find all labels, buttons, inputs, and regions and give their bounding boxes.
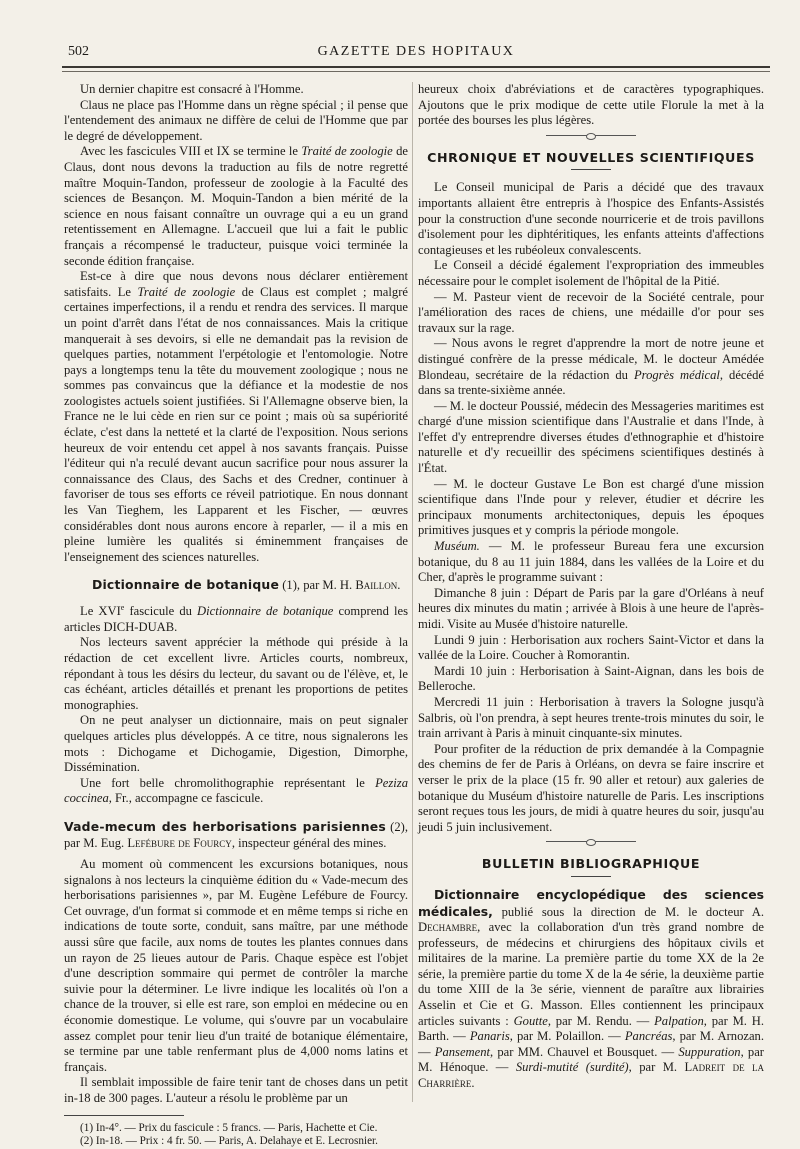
paragraph: Nos lecteurs savent apprécier la méthode qui préside à la rédaction de cet excellent livre. Articles courts, nombreux, répondant à tous les désirs du lecteur, du savant ou de l'élève, et, le cas échéant, articles détaillés et prenant les proportions de petites monographies. [64,635,408,712]
paragraph: — M. Pasteur vient de recevoir de la Société centrale, pour l'amélioration des races de chiens, une médaille d'or pour ses travaux sur la rage. [418,289,764,335]
section-rule [571,876,611,877]
paragraph: Une fort belle chromolithographie représentant le Peziza coccinea, Fr., accompagne ce fascicule. [64,775,408,806]
paragraph: Au moment où commencent les excursions botaniques, nous signalons à nos lecteurs la cinquième édition du « Vade-mecum des herborisations parisiennes », par M. Eugène Lefébure de Fourcy. Cet ouvrage, d'un format si commode et en même temps si riche en indications de toute sorte, conduit, sans maître, par une méthode aussi sûre que facile, aux noms de toutes les plantes connues dans un rayon de 25 lieues autour de Paris. Chaque espèce est l'objet d'une description sommaire qui permet de contrôler la marche suivie pour la déterminer. Le livre indique les localités où l'on a chance de la trouver, si elle est rare, son emploi en médecine ou en économie domestique. Le volume, qui s'ouvre par un vocabulaire assez complet pour tenir lieu d'un traité de botanique élémentaire, se termine par une table renfermant plus de 4,000 noms latins et français. [64,857,408,1074]
page-number: 502 [68,44,89,59]
paragraph: heureux choix d'abréviations et de caractères typographiques. Ajoutons que le prix modique de cette utile Florule la met à la portée des bourses les plus légères. [418,82,764,128]
paragraph: Le Conseil municipal de Paris a décidé que des travaux importants allaient être entrepris à l'hospice des Enfants-Assistés pour la construction d'une seconde nourricerie et de trois pavillons d'isolement pour les diphtéritiques, les enfants atteints d'affections contagieuses et les rubéoleux convalescents. [418,180,764,257]
footnote: (1) In-4°. — Prix du fascicule : 5 francs. — Paris, Hachette et Cie. [80,1121,378,1134]
paragraph: Claus ne place pas l'Homme dans un règne spécial ; il pense que l'entendement des animaux ne diffère de celui de l'Homme que par le degré de développement. [64,97,408,143]
paragraph: Avec les fascicules VIII et IX se termine le Traité de zoologie de Claus, dont nous devons la traduction au fils de notre regretté maître Moquin-Tandon, professeur de zoologie à la Faculté des sciences de Besançon. M. Moquin-Tandon a bien mérité de la science en nous faisant connaître un ouvrage qui a eu un grand retentissement en Allemagne. L'accueil que lui a fait le public français a récompensé le traducteur, puisque voici terminée la seconde édition française. [64,144,408,268]
book-review-heading: Dictionnaire de botanique (1), par M. H. Baillon. [92,577,401,593]
book-review-heading: Vade-mecum des herborisations parisiennes (2), par M. Eug. Lefébure de Fourcy, inspecteur général des mines. [64,818,408,850]
paragraph: Dimanche 8 juin : Départ de Paris par la gare d'Orléans à neuf heures dix minutes du matin ; arrivée à Blois à une heure de l'après-midi. Visite au Musée d'histoire naturelle. [418,585,764,631]
paragraph: Un dernier chapitre est consacré à l'Homme. [80,82,304,96]
paragraph: Mercredi 11 juin : Herborisation à travers la Sologne jusqu'à Salbris, où l'on prendra, à sept heures trente-trois minutes du soir, le train arrivant à Paris à minuit cinquante-six minutes. [418,694,764,741]
section-rule [571,169,611,170]
paragraph: Mardi 10 juin : Herborisation à Saint-Aignan, dans les bois de Belleroche. [418,663,764,694]
paragraph: Il semblait impossible de faire tenir tant de choses dans un petit in-18 de 300 pages. L'auteur a résolu le problème par un [64,1075,408,1105]
column-divider [412,82,413,1102]
paragraph: Est-ce à dire que nous devons nous déclarer entièrement satisfaits. Le Traité de zoologie de Claus est complet ; malgré certaines imperfections, il a rendu et rendra des services. Il marque un point d'arrêt dans l'état de nos connaissances. Mais la critique manquerait à ses devoirs, si elle ne demandait pas la revision de quelques parties, notamment l'erpétologie et l'entomologie. Notre pays a longtemps tenu la tête du mouvement zoologique ; nous ne sommes pas convaincus que la défiance et la modestie de nos zoologistes actuels soient justifiées. Si l'Allemagne observe bien, la France ne le lui cède en rien sur ce point ; mais où sa supériorité éclate, c'est dans la netteté et la clarté de l'exposition. Nous serions heureux de voir entendu cet appel à nos savants français. Puisse l'éditeur qui n'a reculé devant aucun sacrifice pour nous assurer la connaissance des Claus, des Sachs et des Credner, continuer à favoriser de tous ses efforts ce réveil patriotique. En nous donnant les Van Tieghem, les Lapparent et les Fischer, — œuvres considérables dont nous aurons encore à reparler, — il a mis en pleine lumière les qualités si éminemment françaises de l'enseignement des sciences naturelles. [64,269,408,564]
paragraph: Muséum. — M. le professeur Bureau fera une excursion botanique, du 8 au 11 juin 1884, dans les vallées de la Loire et du Cher, d'après le programme suivant : [418,539,764,585]
footnote: (2) In-18. — Prix : 4 fr. 50. — Paris, A. Delahaye et E. Lecrosnier. [80,1135,378,1148]
ornament-rule [546,135,636,136]
paragraph: On ne peut analyser un dictionnaire, mais on peut signaler quelques articles plus développés. A ce titre, nous signalerons les mots : Dichogame et Dichogamie, Digestion, Dimorphe, Dissémination. [64,713,408,775]
header-rule [62,66,770,68]
section-heading-bulletin: BULLETIN BIBLIOGRAPHIQUE [481,856,701,872]
bibliography-entry: Dictionnaire encyclopédique des sciences médicales, publié sous la direction de M. le docteur A. Dechambre, avec la collaboration d'un très grand nombre de professeurs, de médecins et chirurgiens des hôpitaux civils et militaires de la marine. La première partie du tome XX de la 2e série, la première partie du tome X de la 4e série, la deuxième partie du tome XIII de la 3e série, viennent de paraître aux librairies Asselin et Cie et G. Masson. Elles contiennent les principaux articles suivants : Goutte, par M. Rendu. — Palpation, par M. H. Barth. — Panaris, par M. Polaillon. — Pancréas, par M. Arnozan. — Pansement, par MM. Chauvel et Bousquet. — Suppuration, par M. Hénoque. — Surdi-mutité (surdité), par M. Ladreit de la Charrière. [418,886,765,1091]
header-rule-thin [62,71,770,72]
paragraph: Le Conseil a décidé également l'expropriation des immeubles nécessaire pour le complet isolement de l'hôpital de la Pitié. [418,258,764,288]
right-column [418,82,764,1092]
paragraph: Pour profiter de la réduction de prix demandée à la Compagnie des chemins de fer de Paris à Orléans, on devra se faire inscrire et verser le prix de la place (15 fr. 90 aller et retour) aux galeries de botanique du Muséum d'histoire naturelle de Paris. Les inscriptions seront reçues tous les jours, de midi à quatre heures du soir, jusqu'au jeudi 5 juin inclusivement. [418,741,764,834]
ornament-rule [546,841,636,842]
paragraph: — M. le docteur Gustave Le Bon est chargé d'une mission scientifique dans l'Inde pour y relever, étudier et décrire les principaux monuments architectoniques, depuis les époques primitives jusques et y compris la période mongole. [418,476,764,538]
footnote-rule [64,1115,184,1116]
paragraph: Lundi 9 juin : Herborisation aux rochers Saint-Victor et dans la vallée de la Loire. Coucher à Romorantin. [418,632,764,663]
journal-title: GAZETTE DES HOPITAUX [317,44,515,59]
paragraph: — Nous avons le regret d'apprendre la mort de notre jeune et distingué confrère de la presse médicale, M. le docteur Amédée Blondeau, secrétaire de la rédaction du Progrès médical, décédé dans sa trente-sixième année. [418,336,765,398]
paragraph: — M. le docteur Poussié, médecin des Messageries maritimes est chargé d'une mission scientifique dans l'Australie et dans l'Inde, à l'effet d'y entreprendre diverses études d'ethnographie et d'histoire naturelle et d'y recueillir des spécimens scientifiques destinés à l'État. [418,398,764,476]
paragraph: Le XVIe fascicule du Dictionnaire de botanique comprend les articles DICH-DUAB. [64,603,408,634]
left-column [64,82,408,1149]
section-heading-chronique: CHRONIQUE ET NOUVELLES SCIENTIFIQUES [427,149,755,165]
page-header [62,44,770,64]
